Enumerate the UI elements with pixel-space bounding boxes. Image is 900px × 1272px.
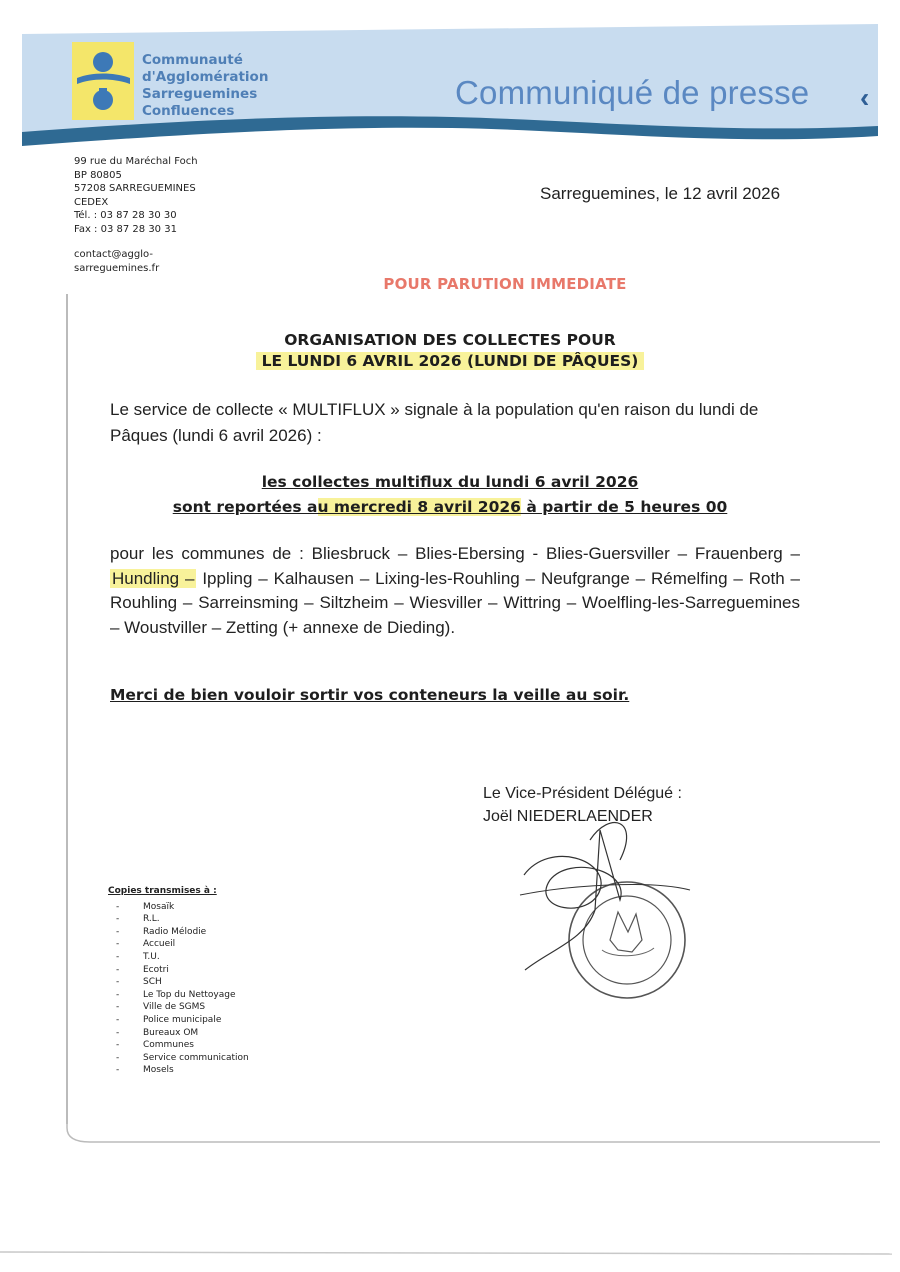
page-title: Communiqué de presse — [455, 74, 810, 111]
communes-paragraph — [110, 542, 800, 640]
list-item: - Ecotri — [108, 964, 249, 977]
org-line: Sarreguemines — [142, 86, 258, 102]
list-item: - Police municipale — [108, 1014, 249, 1027]
intro-paragraph: Le service de collecte « MULTIFLUX » signale à la population qu'en raison du lundi de Pâques (lundi 6 avril 2026) : — [110, 400, 759, 445]
list-item: - Mosels — [108, 1064, 249, 1077]
list-item: - T.U. — [108, 951, 249, 964]
thanks-note: Merci de bien vouloir sortir vos conteneurs la veille au soir. — [110, 686, 630, 704]
list-item: - Ville de SGMS — [108, 1001, 249, 1014]
notice-part: à partir de 5 heures 00 — [520, 498, 728, 516]
notice-highlight: u mercredi 8 avril 2026 — [317, 498, 521, 516]
communes-text: Ippling – Kalhausen – Lixing-les-Rouhling – Neufgrange – Rémelfing – Roth – Rouhling – Sarreinsming – Siltzheim – Wiesviller – Wittring – Woelfling-les-Sarreguemines – Woustviller – Zetting (+ annexe de Dieding). — [110, 568, 800, 637]
list-item: - Bureaux OM — [108, 1027, 249, 1040]
heading-line-1: ORGANISATION DES COLLECTES POUR — [284, 331, 616, 349]
address-line: 99 rue du Maréchal Foch — [74, 156, 198, 167]
list-item: - SCH — [108, 976, 249, 989]
communes-text: pour les communes de : Bliesbruck – Blies-Ebersing - Blies-Guersviller – Frauenberg – — [110, 544, 800, 563]
list-item: - Mosaïk — [108, 901, 249, 914]
address-line: CEDEX — [74, 196, 109, 208]
address-line: BP 80805 — [74, 169, 122, 181]
document-date: Sarreguemines, le 12 avril 2026 — [540, 184, 781, 203]
signature-role: Le Vice-Président Délégué : — [483, 785, 682, 802]
org-name — [142, 52, 268, 120]
org-line: Communauté — [142, 52, 243, 68]
contact-line: sarreguemines.fr — [74, 262, 160, 274]
notice-part: sont reportées a — [172, 498, 318, 516]
signature-name: Joël NIEDERLAENDER — [483, 808, 653, 825]
communes-highlight: Hundling – — [112, 568, 195, 588]
press-heading — [0, 330, 900, 372]
heading-line-2: LE LUNDI 6 AVRIL 2026 (LUNDI DE PÂQUES) — [256, 352, 645, 370]
copies-title: Copies transmises à : — [108, 886, 217, 896]
contact-email — [74, 248, 159, 275]
address-block — [74, 155, 198, 236]
chevron-left-icon: ‹ — [860, 82, 870, 113]
org-line: d'Agglomération — [142, 69, 269, 85]
urgent-label: POUR PARUTION IMMEDIATE — [383, 275, 627, 293]
contact-line: contact@agglo- — [74, 249, 153, 260]
notice-line-2 — [0, 495, 900, 520]
notice-block — [0, 470, 900, 520]
list-item: - Communes — [108, 1039, 249, 1052]
margin-line — [66, 294, 68, 1124]
copies-list — [108, 885, 249, 1077]
org-logo-icon — [72, 42, 134, 120]
list-item: - Service communication — [108, 1052, 249, 1065]
list-item: - R.L. — [108, 913, 249, 926]
address-line: Tél. : 03 87 28 30 30 — [74, 210, 177, 221]
list-item: - Radio Mélodie — [108, 926, 249, 939]
list-item: - Accueil — [108, 938, 249, 951]
list-item: - Le Top du Nettoyage — [108, 989, 249, 1002]
address-line: Fax : 03 87 28 30 31 — [74, 223, 177, 235]
official-stamp-icon — [490, 800, 720, 1000]
address-line: 57208 SARREGUEMINES — [74, 183, 196, 194]
page-border — [0, 1100, 900, 1272]
notice-line-1: les collectes multiflux du lundi 6 avril 2026 — [261, 473, 639, 491]
org-line: Confluences — [142, 103, 235, 119]
